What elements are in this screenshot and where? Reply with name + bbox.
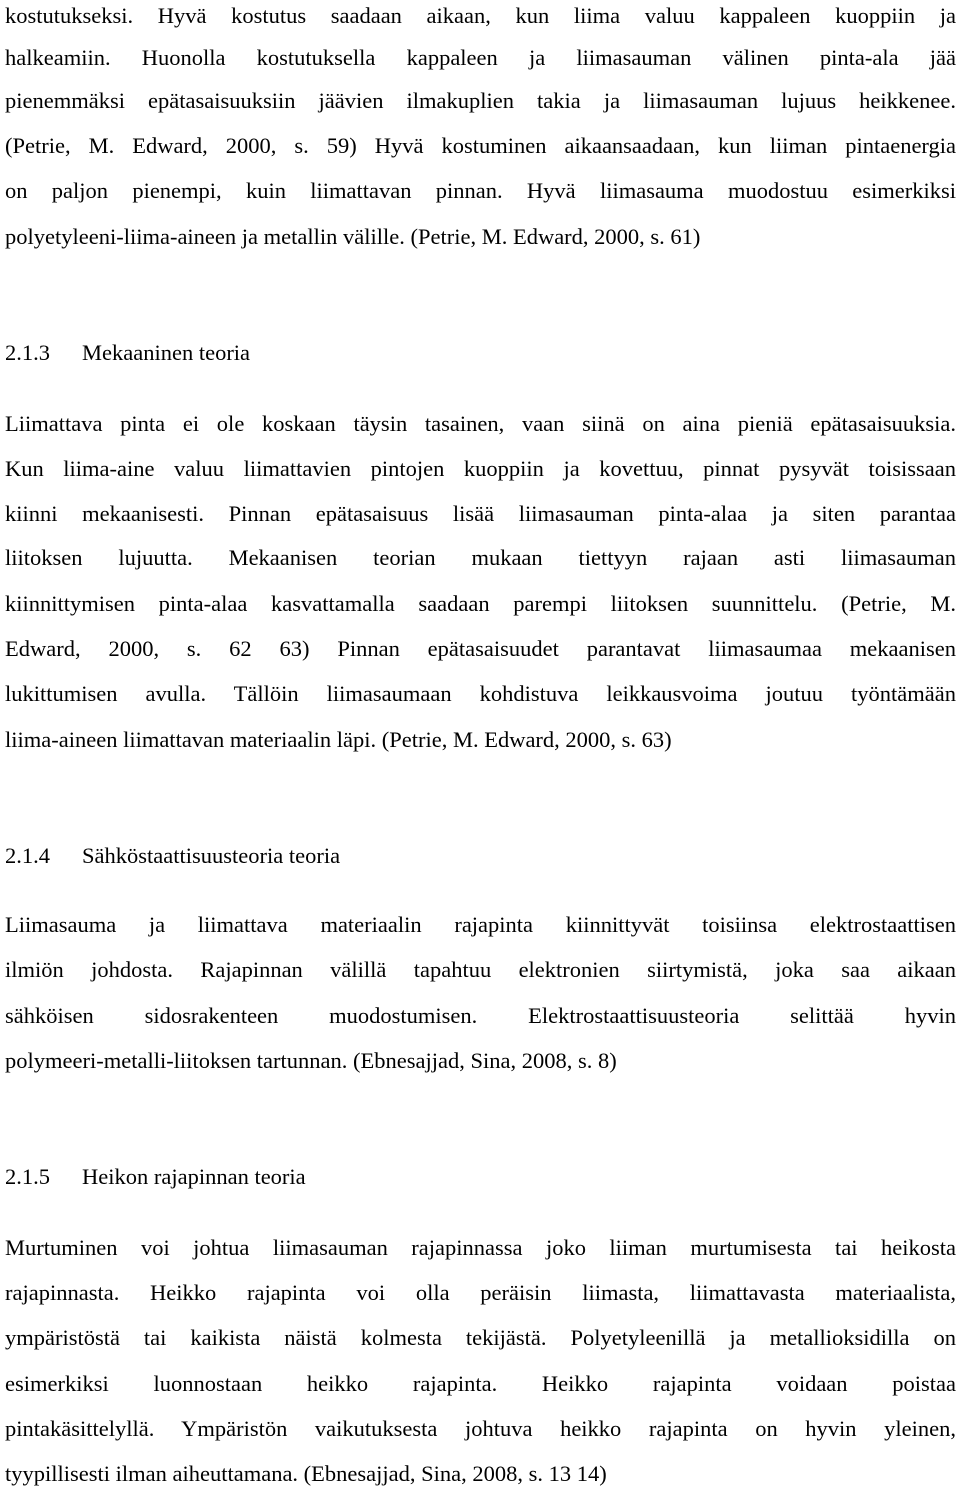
text-line: sähköisen sidosrakenteen muodostumisen. Elektrostaattisuusteoria selittää hyvin	[5, 1003, 956, 1028]
text-line: kiinnittymisen pinta-alaa kasvattamalla saadaan parempi liitoksen suunnittelu. (Petrie, M.	[5, 591, 956, 616]
text-line: rajapinnasta. Heikko rajapinta voi olla peräisin liimasta, liimattavasta materiaalista,	[5, 1280, 956, 1305]
section-number: 2.1.4	[5, 843, 50, 868]
text-line: polyetyleeni-liima-aineen ja metallin välille. (Petrie, M. Edward, 2000, s. 61)	[5, 224, 701, 249]
text-line: (Petrie, M. Edward, 2000, s. 59) Hyvä kostuminen aikaansaadaan, kun liiman pintaenergia	[5, 133, 956, 158]
section-title: Sähköstaattisuusteoria teoria	[82, 843, 341, 868]
text-line: on paljon pienempi, kuin liimattavan pinnan. Hyvä liimasauma muodostuu esimerkiksi	[5, 178, 956, 203]
section-number: 2.1.3	[5, 340, 50, 365]
text-line: pintakäsittelyllä. Ympäristön vaikutuksesta johtuva heikko rajapinta on hyvin yleinen,	[5, 1416, 956, 1441]
text-line: Kun liima-aine valuu liimattavien pintojen kuoppiin ja kovettuu, pinnat pysyvät toisissaan	[5, 456, 956, 481]
text-line: pienemmäksi epätasaisuuksiin jäävien ilmakuplien takia ja liimasauman lujuus heikkenee.	[5, 88, 956, 113]
text-line: kostutukseksi. Hyvä kostutus saadaan aikaan, kun liima valuu kappaleen kuoppiin ja	[5, 3, 956, 28]
section-heading	[5, 841, 340, 871]
text-line: liima-aineen liimattavan materiaalin läpi. (Petrie, M. Edward, 2000, s. 63)	[5, 727, 672, 752]
section-number: 2.1.5	[5, 1164, 50, 1189]
text-line: esimerkiksi luonnostaan heikko rajapinta. Heikko rajapinta voidaan poistaa	[5, 1371, 956, 1396]
section-title: Mekaaninen teoria	[82, 340, 251, 365]
text-line: Murtuminen voi johtua liimasauman rajapinnassa joko liiman murtumisesta tai heikosta	[5, 1235, 956, 1260]
text-line: halkeamiin. Huonolla kostutuksella kappaleen ja liimasauman välinen pinta-ala jää	[5, 45, 956, 70]
text-line: polymeeri-metalli-liitoksen tartunnan. (Ebnesajjad, Sina, 2008, s. 8)	[5, 1048, 617, 1073]
text-line: lukittumisen avulla. Tällöin liimasaumaan kohdistuva leikkausvoima joutuu työntämään	[5, 681, 956, 706]
text-line: tyypillisesti ilman aiheuttamana. (Ebnesajjad, Sina, 2008, s. 13 14)	[5, 1461, 607, 1486]
text-line: Liimattava pinta ei ole koskaan täysin tasainen, vaan siinä on aina pieniä epätasaisuuksia.	[5, 411, 956, 436]
text-line: Liimasauma ja liimattava materiaalin rajapinta kiinnittyvät toisiinsa elektrostaattisen	[5, 912, 956, 937]
text-line: ilmiön johdosta. Rajapinnan välillä tapahtuu elektronien siirtymistä, joka saa aikaan	[5, 957, 956, 982]
text-line: liitoksen lujuutta. Mekaanisen teorian mukaan tiettyyn rajaan asti liimasauman	[5, 545, 956, 570]
text-line: ympäristöstä tai kaikista näistä kolmesta tekijästä. Polyetyleenillä ja metallioksidilla on	[5, 1325, 956, 1350]
section-heading	[5, 1162, 306, 1192]
text-line: kiinni mekaanisesti. Pinnan epätasaisuus lisää liimasauman pinta-alaa ja siten parantaa	[5, 501, 956, 526]
section-heading	[5, 338, 250, 368]
text-line: Edward, 2000, s. 62 63) Pinnan epätasaisuudet parantavat liimasaumaa mekaanisen	[5, 636, 956, 661]
section-title: Heikon rajapinnan teoria	[82, 1164, 306, 1189]
